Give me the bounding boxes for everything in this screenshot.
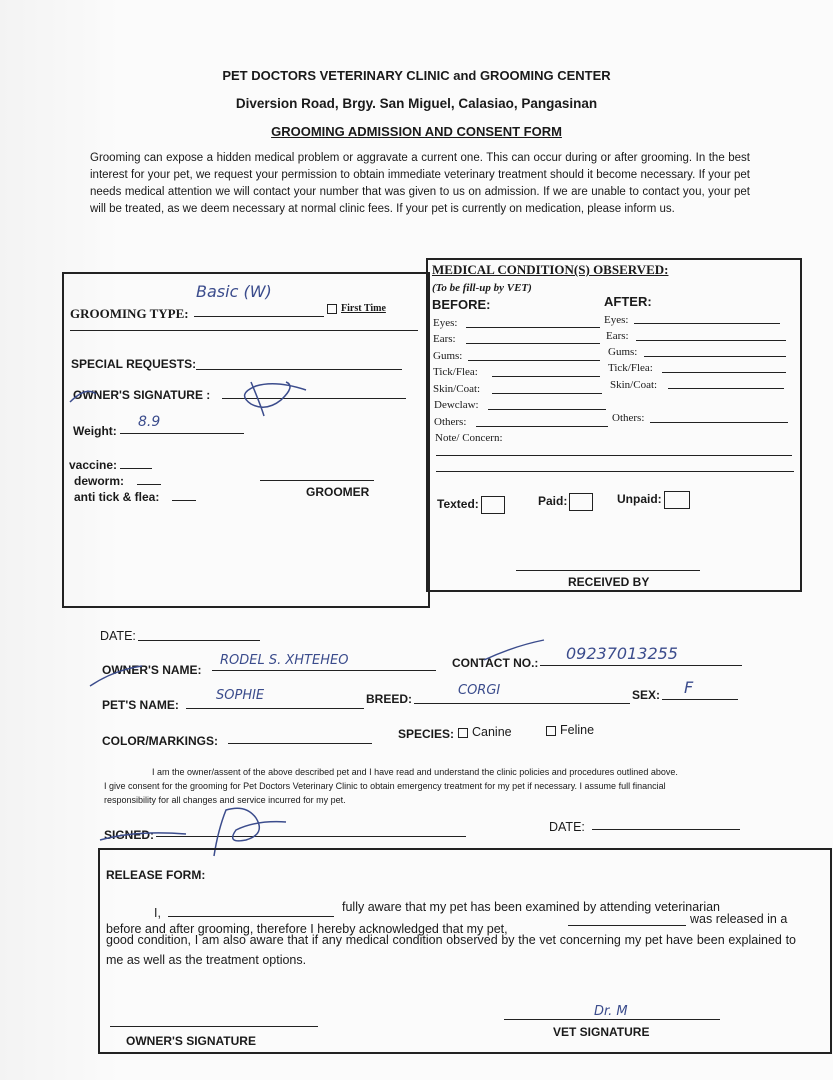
canine-label: Canine	[472, 725, 512, 739]
owner-name-value[interactable]: RODEL S. XHTEHEO	[220, 653, 349, 668]
species-label: SPECIES:	[398, 727, 455, 741]
sex-label: SEX:	[632, 688, 661, 702]
species-canine-option[interactable]	[458, 725, 512, 739]
anti-tick-line	[172, 500, 196, 501]
color-markings-line[interactable]	[228, 743, 372, 744]
before-eyes-line	[466, 327, 600, 328]
after-label: AFTER:	[604, 294, 652, 309]
consent-date-line[interactable]	[592, 829, 740, 830]
pet-name-value[interactable]: SOPHIE	[216, 688, 265, 703]
first-time-checkbox[interactable]	[327, 303, 386, 314]
owner-signature-scribble	[66, 372, 326, 422]
medical-subtitle: (To be fill-up by VET)	[432, 282, 532, 294]
texted-checkbox[interactable]	[481, 496, 505, 514]
owner-name-label: OWNER'S NAME:	[102, 663, 202, 677]
consent-date-label: DATE:	[549, 820, 585, 834]
form-title: GROOMING ADMISSION AND CONSENT FORM	[271, 124, 562, 139]
vaccine-line	[120, 468, 152, 469]
before-tick-flea-line	[492, 376, 600, 377]
after-tick-flea-line	[662, 372, 786, 373]
groomer-line	[260, 480, 374, 481]
consent-line-2: I give consent for the grooming for Pet Doctors Veterinary Clinic to obtain emergency treatment for my pet if necessary. I assume full financial	[104, 781, 666, 791]
after-eyes: Eyes:	[604, 314, 629, 326]
release-name-line[interactable]	[168, 916, 334, 917]
before-gums-line	[468, 360, 600, 361]
breed-value[interactable]: CORGI	[458, 683, 501, 698]
medical-title: MEDICAL CONDITION(S) OBSERVED:	[432, 262, 669, 277]
grooming-type-line	[194, 316, 324, 317]
before-label: BEFORE:	[432, 297, 491, 312]
pet-name-label: PET'S NAME:	[102, 698, 179, 712]
special-requests-label: SPECIAL REQUESTS:	[71, 357, 197, 371]
vet-initials: Dr. M	[594, 1004, 628, 1019]
weight-label: Weight:	[73, 424, 117, 438]
before-skin-coat-line	[492, 393, 602, 394]
grooming-section	[62, 272, 430, 608]
unpaid-field[interactable]	[617, 491, 690, 509]
after-others-line	[650, 422, 788, 423]
texted-label: Texted:	[437, 497, 479, 512]
anti-tick-label: anti tick & flea:	[74, 490, 160, 504]
consent-line-1: I am the owner/assent of the above described pet and I have read and understand the clinic policies and procedures outlined above.	[152, 767, 678, 777]
feline-checkbox[interactable]	[546, 726, 556, 736]
note-line-2	[436, 471, 794, 472]
paid-field[interactable]	[538, 493, 593, 511]
intro-paragraph: Grooming can expose a hidden medical problem or aggravate a current one. This can occur during or after grooming. In the best interest for your pet, we request your permission to obtain immediate veterinary treatment should it become necessary. If your pet needs medical attention we will contact your number that was given to us on admission. If we are unable to contact you, your pet will be treated, as we deem necessary at normal clinic fees. If your pet is currently on medication, please inform us.	[90, 152, 750, 215]
received-by-line	[516, 570, 700, 571]
after-gums: Gums:	[608, 346, 638, 358]
after-skin-coat: Skin/Coat:	[610, 379, 658, 391]
grooming-type-label: GROOMING TYPE:	[70, 306, 189, 321]
before-ears: Ears:	[433, 333, 456, 345]
sex-value[interactable]: F	[684, 678, 694, 697]
owner-signature-release-label: OWNER'S SIGNATURE	[126, 1034, 256, 1048]
release-line-a: fully aware that my pet has been examined by attending veterinarian	[342, 900, 721, 914]
release-pet-line[interactable]	[568, 925, 686, 926]
canine-checkbox[interactable]	[458, 728, 468, 738]
feline-label: Feline	[560, 723, 595, 737]
color-markings-label: COLOR/MARKINGS:	[102, 734, 218, 748]
breed-label: BREED:	[366, 692, 413, 706]
paid-checkbox[interactable]	[569, 493, 593, 511]
sex-line	[662, 699, 738, 700]
contact-line	[540, 665, 742, 666]
first-time-box[interactable]	[327, 304, 337, 314]
release-title: RELEASE FORM:	[106, 868, 206, 882]
note-line-1	[436, 455, 792, 456]
paid-label: Paid:	[538, 494, 568, 509]
after-eyes-line	[634, 323, 780, 324]
signed-label: SIGNED:	[104, 828, 155, 842]
after-others: Others:	[612, 412, 645, 424]
owner-signature-label: OWNER'S SIGNATURE :	[73, 388, 211, 402]
release-line-b: before and after grooming, therefore I hereby acknowledged that my pet,	[106, 922, 508, 936]
vaccine-label: vaccine:	[69, 458, 118, 472]
consent-line-3: responsibility for all changes and service incurred for my pet.	[104, 795, 346, 805]
grooming-extra-line	[70, 330, 418, 331]
note-concern-label: Note/ Concern:	[435, 432, 503, 444]
received-by-label: RECEIVED BY	[568, 575, 650, 589]
after-ears: Ears:	[606, 330, 629, 342]
pet-name-line	[186, 708, 364, 709]
weight-value[interactable]: 8.9	[138, 414, 161, 430]
unpaid-checkbox[interactable]	[664, 491, 690, 509]
species-feline-option[interactable]	[546, 723, 594, 737]
texted-field[interactable]	[437, 496, 505, 514]
release-i: I,	[154, 906, 161, 920]
after-skin-coat-line	[668, 388, 784, 389]
contact-label: CONTACT NO.:	[452, 656, 539, 670]
before-others: Others:	[434, 416, 467, 428]
before-others-line	[476, 426, 608, 427]
first-time-label: First Time	[341, 303, 386, 314]
groomer-label: GROOMER	[306, 485, 370, 499]
before-dewclaw-line	[488, 409, 606, 410]
contact-value[interactable]: 09237013255	[566, 644, 678, 663]
clinic-name: PET DOCTORS VETERINARY CLINIC and GROOMING CENTER	[222, 68, 611, 83]
before-dewclaw: Dewclaw:	[434, 399, 479, 411]
date-label: DATE:	[100, 629, 136, 643]
clinic-address: Diversion Road, Brgy. San Miguel, Calasiao, Pangasinan	[235, 96, 598, 111]
special-requests-line	[196, 369, 402, 370]
release-line-c: was released in a	[690, 912, 788, 926]
release-line-d: good condition, I am also aware that if any medical condition observed by the vet concerning my pet have been explained to me as well as the treatment options.	[106, 933, 796, 967]
before-gums: Gums:	[433, 350, 463, 362]
owner-signature-line-release[interactable]	[110, 1026, 318, 1027]
unpaid-label: Unpaid:	[617, 492, 662, 507]
before-eyes: Eyes:	[433, 317, 458, 329]
before-ears-line	[466, 343, 600, 344]
breed-line	[414, 703, 630, 704]
after-ears-line	[636, 340, 786, 341]
deworm-label: deworm:	[74, 474, 125, 488]
after-gums-line	[644, 356, 786, 357]
weight-line	[120, 433, 244, 434]
before-skin-coat: Skin/Coat:	[433, 383, 481, 395]
before-tick-flea: Tick/Flea:	[433, 366, 478, 378]
after-tick-flea: Tick/Flea:	[608, 362, 653, 374]
grooming-type-value[interactable]: Basic (W)	[196, 282, 272, 301]
deworm-line	[137, 484, 161, 485]
vet-signature-label: VET SIGNATURE	[553, 1025, 650, 1039]
vet-signature-line[interactable]	[504, 1019, 720, 1020]
